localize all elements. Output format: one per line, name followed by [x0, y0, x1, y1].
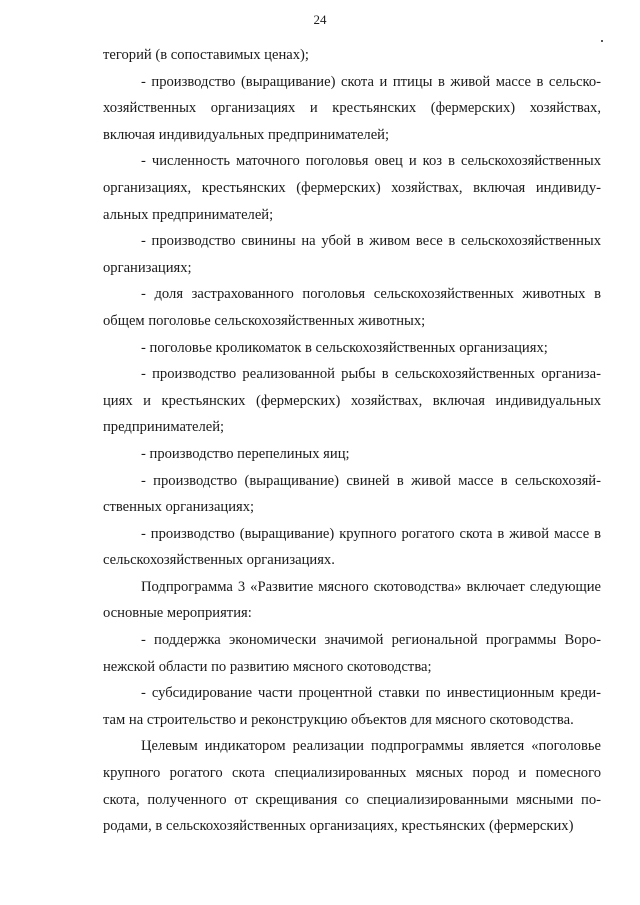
paragraph-12: - поддержка экономически значимой региональной программы Воронежской области по развитию мясного скотоводства;	[103, 632, 601, 675]
document-body	[103, 42, 601, 840]
paragraph-7: - производство реализованной рыбы в сельскохозяйственных организациях и крестьянских (фермерских) хозяйствах, включая индивидуальных предпринимателей;	[103, 366, 601, 436]
paragraph-13: - субсидирование части процентной ставки по инвестиционным кредитам на строительство и реконструкцию объектов для мясного скотоводства.	[103, 685, 601, 728]
paragraph-5: - доля застрахованного поголовья сельскохозяйственных животных в общем поголовье сельскохозяйственных животных;	[103, 286, 601, 329]
paragraph-2: - производство (выращивание) скота и птицы в живой массе в сельскохозяйственных организациях и крестьянских (фермерских) хозяйствах, включая индивидуальных предпринимателей;	[103, 73, 601, 143]
paragraph-10: - производство (выращивание) крупного рогатого скота в живой массе в сельскохозяйственных организациях.	[103, 525, 601, 569]
scan-mark	[601, 40, 603, 42]
page-number: 24	[313, 12, 327, 27]
paragraph-1: тегорий (в сопоставимых ценах);	[103, 47, 309, 63]
paragraph-6: - поголовье кроликоматок в сельскохозяйственных организациях;	[141, 339, 548, 356]
paragraph-11: Подпрограмма 3 «Развитие мясного скотоводства» включает следующие основные мероприятия:	[103, 578, 601, 622]
paragraph-8: - производство перепелиных яиц;	[141, 445, 350, 462]
paragraph-4: - производство свинины на убой в живом весе в сельскохозяйственных организациях;	[103, 233, 601, 276]
paragraph-3: - численность маточного поголовья овец и коз в сельскохозяйственных организациях, крестьянских (фермерских) хозяйствах, включая индивидуальных предпринимателей;	[103, 153, 601, 223]
paragraph-14: Целевым индикатором реализации подпрограммы является «поголовье крупного рогатого скота специализированных мясных пород и помесного скота, полученного от скрещивания со специализированными мясными породами, в сельскохозяйственных организациях, крестьянских (фермерских)	[103, 738, 601, 835]
paragraph-9: - производство (выращивание) свиней в живой массе в сельскохозяйственных организациях;	[103, 472, 601, 516]
